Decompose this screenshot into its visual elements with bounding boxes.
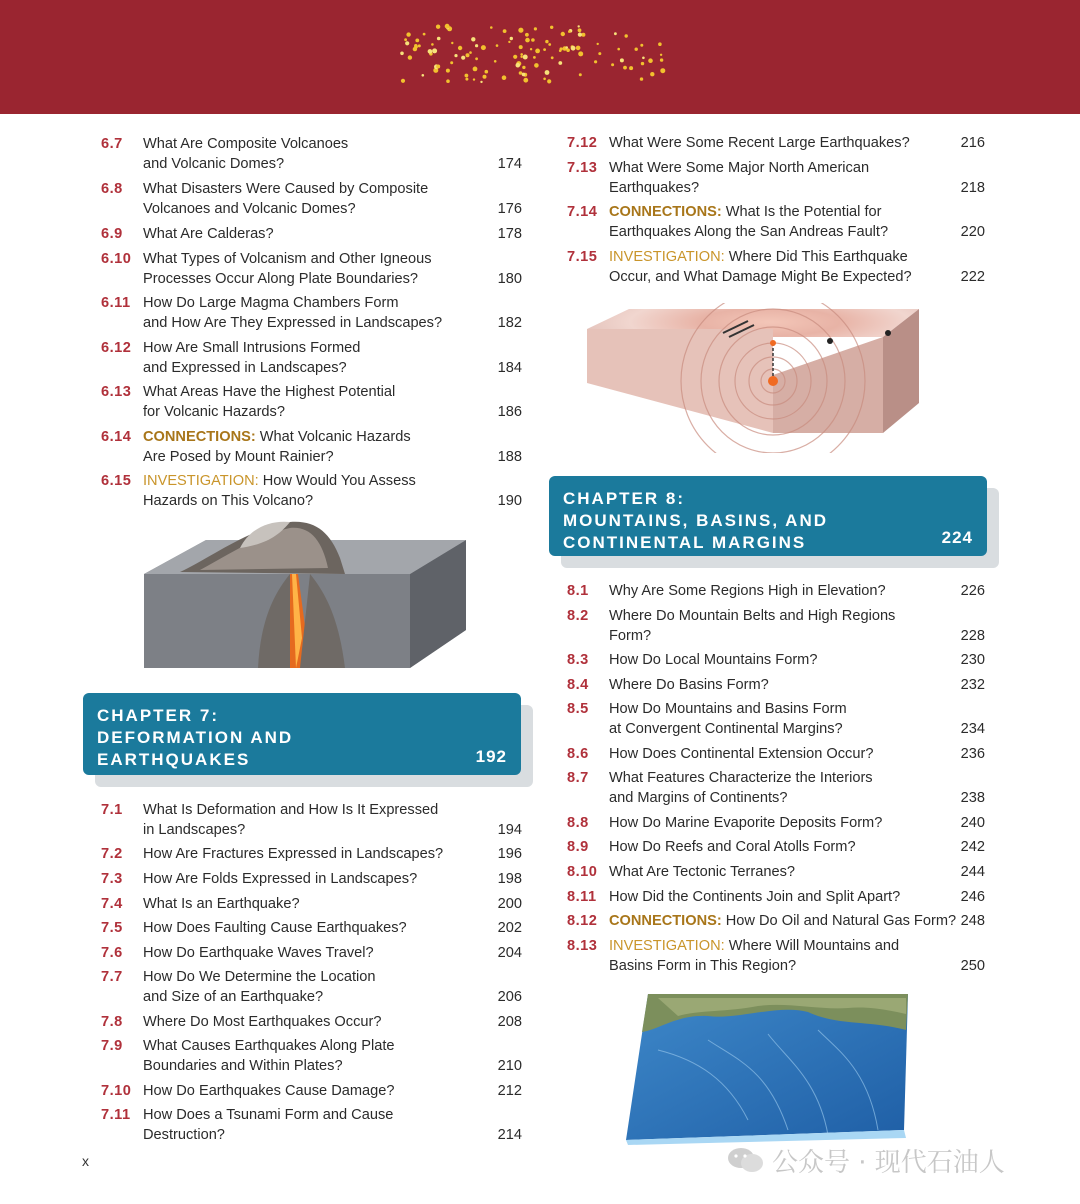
banner-dot bbox=[642, 57, 645, 60]
banner-dot bbox=[431, 43, 434, 46]
toc-entry-title-text: What Is the Potential for Earthquakes Along the San Andreas Fault? bbox=[609, 204, 889, 240]
toc-entry-title-text: Where Will Mountains and Basins Form in This Region? bbox=[609, 938, 900, 974]
toc-entry-title bbox=[609, 247, 912, 287]
banner-dot bbox=[543, 48, 546, 51]
toc-entry-number: 7.6 bbox=[101, 945, 123, 961]
banner-dot bbox=[625, 34, 628, 37]
toc-entry-page: 212 bbox=[497, 1083, 522, 1099]
toc-entry-page: 202 bbox=[497, 920, 522, 936]
banner-dot bbox=[561, 32, 565, 36]
toc-entry-number: 7.3 bbox=[101, 871, 123, 887]
banner-dot bbox=[422, 74, 425, 77]
toc-entry-title bbox=[143, 943, 374, 963]
toc-entry-title bbox=[143, 382, 395, 422]
toc-entry-title bbox=[143, 800, 438, 840]
toc-entry-title bbox=[143, 471, 416, 511]
banner-dot bbox=[400, 52, 404, 56]
banner-dot bbox=[473, 67, 478, 72]
banner-dot bbox=[598, 52, 601, 55]
banner-dot bbox=[551, 56, 554, 59]
banner-dot bbox=[650, 72, 654, 76]
banner-dot bbox=[436, 25, 440, 29]
toc-entry-title-text: What Types of Volcanism and Other Igneous Processes Occur Along Plate Boundaries? bbox=[143, 251, 432, 287]
banner-dot bbox=[481, 45, 486, 50]
banner-dot bbox=[496, 44, 499, 47]
toc-entry-number: 8.5 bbox=[567, 701, 589, 717]
banner-dot bbox=[401, 79, 405, 83]
banner-dot bbox=[620, 58, 624, 62]
toc-entry-page: 182 bbox=[497, 315, 522, 331]
toc-entry-title bbox=[609, 837, 856, 857]
toc-entry-number: 8.8 bbox=[567, 815, 589, 831]
toc-entry-number: 6.14 bbox=[101, 429, 132, 445]
toc-entry-title-text: What Disasters Were Caused by Composite Volcanoes and Volcanic Domes? bbox=[143, 181, 429, 217]
toc-entry-title bbox=[143, 338, 360, 378]
banner-dot bbox=[611, 63, 614, 66]
toc-entry-page: 216 bbox=[960, 135, 985, 151]
toc-entry-title-text: What Are Composite Volcanoes and Volcanic Domes? bbox=[143, 136, 349, 172]
banner-dot bbox=[437, 37, 441, 41]
banner-dot bbox=[534, 63, 539, 68]
toc-entry-page: 198 bbox=[497, 871, 522, 887]
toc-entry-title-text: What Were Some Recent Large Earthquakes? bbox=[609, 135, 910, 151]
toc-entry-page: 214 bbox=[497, 1127, 522, 1143]
banner-dot bbox=[423, 33, 426, 36]
toc-entry-page: 250 bbox=[960, 958, 985, 974]
toc-entry-title bbox=[609, 862, 795, 882]
banner-dot bbox=[518, 28, 523, 33]
toc-entry-title bbox=[143, 134, 348, 174]
toc-entry-page: 236 bbox=[960, 746, 985, 762]
banner-dot bbox=[660, 54, 662, 56]
toc-entry-number: 8.3 bbox=[567, 652, 589, 668]
banner-dot bbox=[525, 33, 529, 37]
toc-entry-title bbox=[143, 224, 274, 244]
banner-dot bbox=[571, 46, 576, 51]
chapter-7-page: 192 bbox=[475, 747, 507, 766]
toc-entry-number: 7.7 bbox=[101, 969, 123, 985]
toc-entry-page: 208 bbox=[497, 1014, 522, 1030]
connections-tag: CONNECTIONS: bbox=[609, 913, 722, 929]
banner-dot bbox=[428, 49, 433, 54]
banner-dot bbox=[617, 48, 620, 51]
toc-entry-title-text: Where Do Mountain Belts and High Regions Form? bbox=[609, 608, 896, 644]
toc-entry-page: 220 bbox=[960, 224, 985, 240]
toc-entry-title-text: What Features Characterize the Interiors and Margins of Continents? bbox=[609, 770, 873, 806]
banner-dot bbox=[523, 55, 528, 60]
toc-entry-number: 7.15 bbox=[567, 249, 598, 265]
banner-dot bbox=[535, 49, 540, 54]
banner-dot bbox=[465, 78, 468, 81]
banner-dot bbox=[466, 53, 470, 57]
toc-entry-title bbox=[143, 894, 300, 914]
banner-dot bbox=[508, 41, 510, 43]
toc-entry-number: 7.11 bbox=[101, 1107, 131, 1123]
terrain-block-illustration bbox=[618, 990, 918, 1145]
banner-dot bbox=[579, 73, 582, 76]
toc-entry-number: 6.9 bbox=[101, 226, 123, 242]
banner-dot bbox=[415, 39, 419, 43]
wechat-icon bbox=[726, 1146, 766, 1174]
toc-entry-title-text: How Do Mountains and Basins Form at Convergent Continental Margins? bbox=[609, 701, 847, 737]
banner-dot bbox=[405, 41, 409, 45]
toc-entry-title-text: How Do Earthquakes Cause Damage? bbox=[143, 1083, 395, 1099]
toc-entry-number: 7.10 bbox=[101, 1083, 132, 1099]
toc-entry-title-text: How Are Folds Expressed in Landscapes? bbox=[143, 871, 418, 887]
toc-entry-title bbox=[609, 650, 817, 670]
banner-dot bbox=[516, 63, 521, 68]
toc-entry-title-text: How Does a Tsunami Form and Cause Destruction? bbox=[143, 1107, 394, 1143]
banner-dot bbox=[545, 70, 550, 75]
toc-entry-title bbox=[609, 675, 769, 695]
volcano-block-illustration bbox=[140, 518, 470, 678]
toc-entry-title-text: What Areas Have the Highest Potential for Volcanic Hazards? bbox=[143, 384, 396, 420]
toc-entry-title bbox=[609, 581, 886, 601]
toc-entry-title bbox=[609, 699, 847, 739]
toc-entry-title bbox=[143, 179, 428, 219]
toc-entry-number: 6.10 bbox=[101, 251, 132, 267]
toc-entry-title bbox=[609, 133, 910, 153]
dot-pattern-decoration bbox=[0, 0, 1080, 114]
banner-dot bbox=[520, 56, 522, 58]
toc-entry-number: 6.15 bbox=[101, 473, 132, 489]
banner-dot bbox=[406, 32, 410, 36]
banner-dot bbox=[640, 77, 643, 80]
toc-entry-title-text: How Does Continental Extension Occur? bbox=[609, 746, 874, 762]
banner-dot bbox=[469, 51, 472, 54]
banner-dot bbox=[559, 49, 562, 52]
toc-entry-number: 7.5 bbox=[101, 920, 123, 936]
toc-entry-number: 8.13 bbox=[567, 938, 598, 954]
banner-dot bbox=[519, 45, 523, 49]
toc-entry-page: 178 bbox=[497, 226, 522, 242]
header-banner bbox=[0, 0, 1080, 114]
toc-entry-title-text: Why Are Some Regions High in Elevation? bbox=[609, 583, 886, 599]
toc-entry-page: 176 bbox=[497, 201, 522, 217]
toc-entry-page: 188 bbox=[497, 449, 522, 465]
banner-dot bbox=[568, 30, 571, 33]
banner-dot bbox=[475, 44, 478, 47]
toc-entry-page: 196 bbox=[497, 846, 522, 862]
banner-dot bbox=[597, 43, 599, 45]
toc-entry-page: 174 bbox=[497, 156, 522, 172]
toc-entry-page: 190 bbox=[497, 493, 522, 509]
toc-entry-title bbox=[143, 869, 417, 889]
banner-dot bbox=[548, 43, 551, 46]
banner-dot bbox=[483, 75, 487, 79]
banner-dot bbox=[660, 68, 665, 73]
toc-entry-number: 7.9 bbox=[101, 1038, 123, 1054]
banner-dot bbox=[578, 28, 582, 32]
toc-entry-title bbox=[609, 744, 873, 764]
banner-dot bbox=[414, 44, 417, 47]
banner-dot bbox=[458, 46, 462, 50]
banner-dot bbox=[520, 53, 523, 56]
chapter-8-page: 224 bbox=[941, 528, 973, 547]
toc-entry-page: 218 bbox=[960, 180, 985, 196]
banner-dot bbox=[635, 48, 638, 51]
toc-entry-number: 8.9 bbox=[567, 839, 589, 855]
banner-dot bbox=[408, 55, 412, 59]
banner-dot bbox=[525, 38, 530, 43]
banner-dot bbox=[475, 57, 478, 60]
banner-dot bbox=[558, 61, 562, 65]
banner-dot bbox=[454, 54, 457, 57]
toc-entry-title-text: How Do Oil and Natural Gas Form? bbox=[721, 913, 957, 929]
banner-dot bbox=[578, 33, 582, 37]
toc-entry-number: 7.8 bbox=[101, 1014, 123, 1030]
toc-entry-title-text: How Do Local Mountains Form? bbox=[609, 652, 818, 668]
banner-dot bbox=[565, 46, 568, 49]
toc-entry-number: 7.4 bbox=[101, 896, 123, 912]
toc-entry-title bbox=[143, 293, 442, 333]
toc-entry-title-text: How Do Reefs and Coral Atolls Form? bbox=[609, 839, 856, 855]
connections-tag: CONNECTIONS: bbox=[143, 429, 256, 445]
chapter-8-title: CHAPTER 8: MOUNTAINS, BASINS, AND CONTINENTAL MARGINS bbox=[563, 489, 828, 552]
banner-dot bbox=[550, 26, 553, 29]
toc-entry-number: 6.8 bbox=[101, 181, 123, 197]
toc-entry-number: 6.11 bbox=[101, 295, 131, 311]
investigation-tag: INVESTIGATION: bbox=[609, 249, 725, 265]
toc-entry-title-text: What Is an Earthquake? bbox=[143, 896, 300, 912]
toc-entry-page: 226 bbox=[960, 583, 985, 599]
chapter-7-heading bbox=[83, 693, 521, 775]
banner-dot bbox=[451, 42, 453, 44]
banner-dot bbox=[660, 58, 663, 61]
toc-entry-number: 7.1 bbox=[101, 802, 123, 818]
toc-entry-title bbox=[143, 1036, 395, 1076]
toc-entry-number: 8.6 bbox=[567, 746, 589, 762]
banner-dot bbox=[543, 78, 546, 81]
page-number: x bbox=[82, 1153, 89, 1169]
banner-dot bbox=[522, 66, 525, 69]
toc-entry-title-text: How Do Earthquake Waves Travel? bbox=[143, 945, 374, 961]
banner-dot bbox=[446, 69, 450, 73]
banner-dot bbox=[522, 73, 526, 77]
toc-entry-number: 8.1 bbox=[567, 583, 589, 599]
toc-chapter-8-entries bbox=[567, 581, 989, 981]
banner-dot bbox=[485, 70, 489, 74]
earthquake-block-illustration bbox=[583, 303, 923, 453]
toc-entry-number: 6.12 bbox=[101, 340, 132, 356]
banner-dot bbox=[436, 65, 440, 69]
toc-entry-title-text: How Do We Determine the Location and Size of an Earthquake? bbox=[143, 969, 376, 1005]
toc-entry-number: 8.2 bbox=[567, 608, 589, 624]
banner-dot bbox=[623, 66, 627, 70]
toc-entry-title-text: What Causes Earthquakes Along Plate Boundaries and Within Plates? bbox=[143, 1038, 395, 1074]
toc-entry-title-text: How Did the Continents Join and Split Apart? bbox=[609, 889, 901, 905]
toc-entry-number: 8.7 bbox=[567, 770, 589, 786]
banner-dot bbox=[450, 61, 453, 64]
banner-dot bbox=[473, 78, 475, 80]
toc-entry-title-text: Where Do Most Earthquakes Occur? bbox=[143, 1014, 382, 1030]
banner-dot bbox=[629, 66, 633, 70]
banner-dot bbox=[510, 37, 513, 40]
toc-entry-title-text: What Is Deformation and How Is It Expressed in Landscapes? bbox=[143, 802, 439, 838]
chapter-8-heading bbox=[549, 476, 987, 556]
toc-entry-title bbox=[143, 844, 443, 864]
banner-dot bbox=[648, 58, 653, 63]
toc-entry-title bbox=[609, 158, 869, 198]
banner-dot bbox=[490, 26, 493, 29]
toc-entry-page: 186 bbox=[497, 404, 522, 420]
toc-entry-number: 6.13 bbox=[101, 384, 132, 400]
toc-entry-title bbox=[609, 768, 873, 808]
banner-dot bbox=[578, 25, 580, 27]
toc-entry-title-text: What Were Some Major North American Earthquakes? bbox=[609, 160, 870, 196]
toc-entry-number: 7.13 bbox=[567, 160, 598, 176]
banner-dot bbox=[530, 48, 532, 50]
toc-right-column bbox=[567, 133, 989, 293]
toc-entry-number: 7.12 bbox=[567, 135, 598, 151]
toc-entry-page: 228 bbox=[960, 628, 985, 644]
banner-dot bbox=[461, 56, 465, 60]
toc-entry-title bbox=[143, 427, 411, 467]
toc-entry-title bbox=[609, 813, 882, 833]
banner-dot bbox=[432, 48, 437, 53]
toc-entry-number: 6.7 bbox=[101, 136, 123, 152]
toc-entry-page: 194 bbox=[497, 822, 522, 838]
toc-entry-page: 210 bbox=[497, 1058, 522, 1074]
banner-dot bbox=[658, 42, 662, 46]
banner-dot bbox=[503, 29, 507, 33]
toc-entry-title bbox=[143, 249, 432, 289]
toc-entry-page: 222 bbox=[960, 269, 985, 285]
toc-entry-title bbox=[609, 887, 900, 907]
toc-chapter-7-entries bbox=[101, 800, 525, 1150]
banner-dot bbox=[614, 32, 617, 35]
banner-dot bbox=[480, 81, 482, 83]
toc-entry-title bbox=[609, 911, 956, 931]
toc-entry-title bbox=[143, 1012, 381, 1032]
toc-entry-title bbox=[609, 202, 888, 242]
banner-dot bbox=[523, 78, 528, 83]
banner-dot bbox=[446, 79, 450, 83]
toc-entry-page: 206 bbox=[497, 989, 522, 1005]
banner-dot bbox=[581, 33, 585, 37]
toc-entry-title bbox=[143, 918, 407, 938]
toc-entry-page: 184 bbox=[497, 360, 522, 376]
toc-entry-number: 8.10 bbox=[567, 864, 598, 880]
toc-entry-page: 230 bbox=[960, 652, 985, 668]
banner-dot bbox=[404, 38, 407, 41]
toc-entry-title bbox=[609, 606, 895, 646]
banner-dot bbox=[641, 62, 644, 65]
banner-dot bbox=[545, 40, 548, 43]
toc-left-column bbox=[101, 134, 525, 514]
toc-entry-title-text: How Are Small Intrusions Formed and Expressed in Landscapes? bbox=[143, 340, 361, 376]
banner-dot bbox=[418, 44, 421, 47]
banner-dot bbox=[445, 24, 450, 29]
toc-entry-number: 7.2 bbox=[101, 846, 123, 862]
banner-dot bbox=[465, 74, 469, 78]
toc-entry-number: 7.14 bbox=[567, 204, 598, 220]
banner-dot bbox=[576, 46, 581, 51]
toc-entry-number: 8.12 bbox=[567, 913, 598, 929]
toc-entry-number: 8.11 bbox=[567, 889, 597, 905]
toc-entry-title-text: How Does Faulting Cause Earthquakes? bbox=[143, 920, 407, 936]
toc-entry-title-text: Where Do Basins Form? bbox=[609, 677, 769, 693]
toc-entry-page: 238 bbox=[960, 790, 985, 806]
toc-entry-title bbox=[143, 967, 376, 1007]
banner-dot bbox=[533, 56, 536, 59]
toc-entry-page: 180 bbox=[497, 271, 522, 287]
banner-dot bbox=[494, 60, 497, 63]
banner-dot bbox=[566, 48, 570, 52]
toc-entry-title-text: Where Did This Earthquake Occur, and What Damage Might Be Expected? bbox=[609, 249, 912, 285]
toc-entry-page: 232 bbox=[960, 677, 985, 693]
banner-dot bbox=[578, 51, 583, 56]
banner-dot bbox=[531, 38, 535, 42]
toc-entry-page: 234 bbox=[960, 721, 985, 737]
toc-entry-title-text: How Would You Assess Hazards on This Volcano? bbox=[143, 473, 416, 509]
toc-entry-title-text: How Do Large Magma Chambers Form and How Are They Expressed in Landscapes? bbox=[143, 295, 443, 331]
investigation-tag: INVESTIGATION: bbox=[143, 473, 259, 489]
toc-entry-page: 240 bbox=[960, 815, 985, 831]
toc-entry-title bbox=[609, 936, 899, 976]
toc-entry-title-text: What Volcanic Hazards Are Posed by Mount Rainier? bbox=[143, 429, 411, 465]
toc-entry-page: 244 bbox=[960, 864, 985, 880]
banner-dot bbox=[513, 55, 517, 59]
banner-dot bbox=[471, 37, 475, 41]
toc-entry-title-text: What Are Calderas? bbox=[143, 226, 274, 242]
toc-entry-page: 204 bbox=[497, 945, 522, 961]
banner-dot bbox=[640, 44, 643, 47]
chapter-7-title: CHAPTER 7: DEFORMATION AND EARTHQUAKES bbox=[97, 706, 294, 769]
toc-entry-title bbox=[143, 1081, 394, 1101]
toc-entry-page: 200 bbox=[497, 896, 522, 912]
toc-entry-title-text: How Do Marine Evaporite Deposits Form? bbox=[609, 815, 883, 831]
connections-tag: CONNECTIONS: bbox=[609, 204, 722, 220]
toc-entry-page: 248 bbox=[960, 913, 985, 929]
investigation-tag: INVESTIGATION: bbox=[609, 938, 725, 954]
toc-entry-number: 8.4 bbox=[567, 677, 589, 693]
banner-dot bbox=[534, 27, 537, 30]
toc-entry-title-text: What Are Tectonic Terranes? bbox=[609, 864, 796, 880]
watermark-text: 公众号 · 现代石油人 bbox=[772, 1148, 1005, 1178]
banner-dot bbox=[547, 79, 551, 83]
toc-entry-page: 242 bbox=[960, 839, 985, 855]
toc-entry-title bbox=[143, 1105, 393, 1145]
toc-entry-title-text: How Are Fractures Expressed in Landscapes? bbox=[143, 846, 444, 862]
banner-dot bbox=[594, 60, 597, 63]
banner-dot bbox=[502, 75, 507, 80]
toc-entry-page: 246 bbox=[960, 889, 985, 905]
